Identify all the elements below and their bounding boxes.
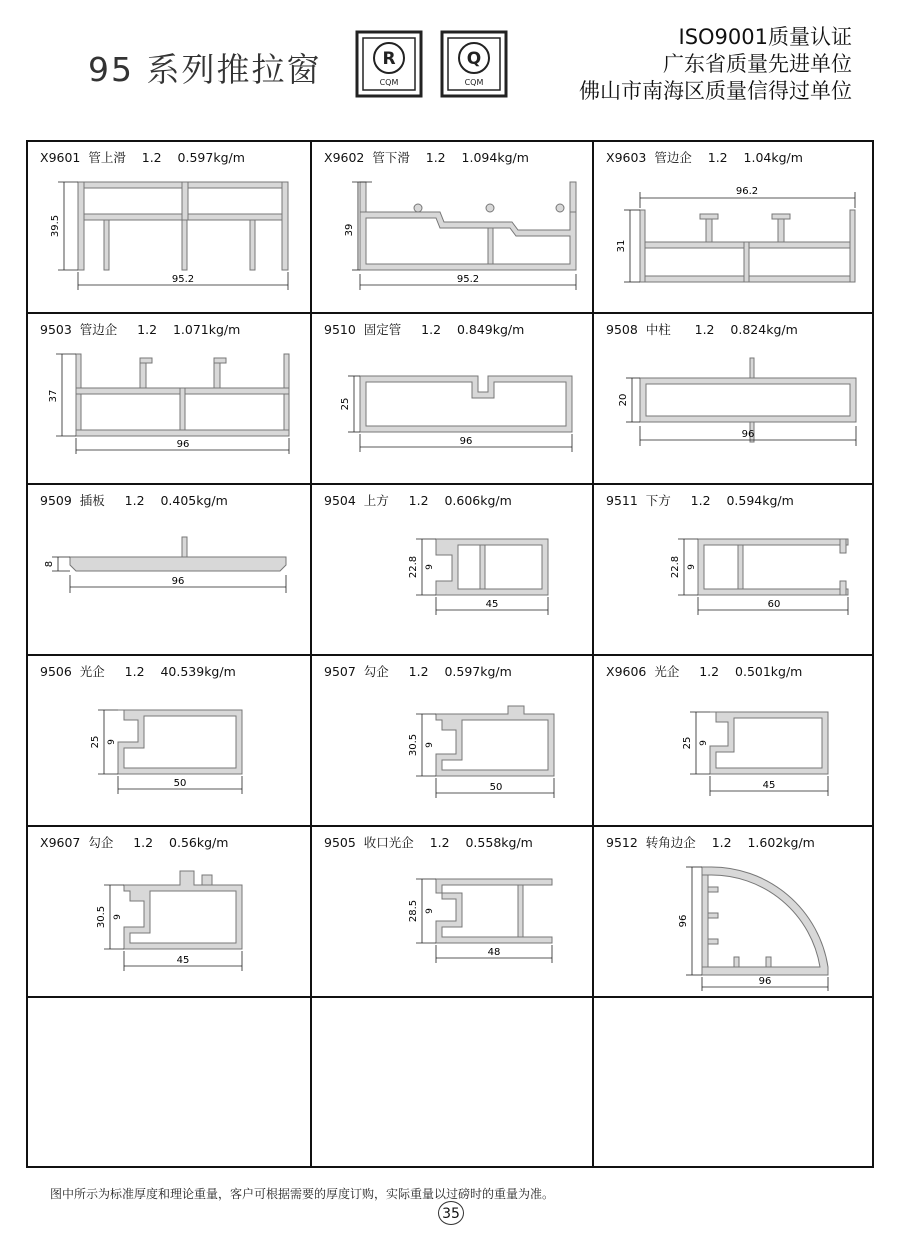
profile-cell — [594, 314, 874, 485]
dim-width: 96 — [176, 439, 190, 450]
profile-cell — [312, 314, 594, 485]
page-title: 95 系列推拉窗 — [88, 50, 322, 89]
dim-height: 31 — [616, 239, 627, 253]
profile-cell — [312, 827, 594, 998]
svg-text:Q: Q — [466, 49, 482, 69]
profile-caption: X9601 管上滑 1.2 0.597kg/m — [40, 150, 245, 165]
profile-drawing — [594, 656, 874, 826]
footnote: 图中所示为标准厚度和理论重量，客户可根据需要的厚度订购，实际重量以过磅时的重量为准。 — [50, 1187, 555, 1201]
dim-width: 45 — [176, 955, 190, 966]
profile-caption: 9509 插板 1.2 0.405kg/m — [40, 493, 228, 508]
dim-height: 22.8 — [408, 555, 419, 579]
profile-drawing — [312, 485, 592, 655]
cqm-r-logo — [355, 30, 423, 98]
dim-height: 39.5 — [50, 214, 61, 238]
dim-height: 30.5 — [408, 733, 419, 757]
page-number: 35 — [438, 1201, 464, 1225]
dim-width: 96 — [741, 429, 755, 440]
dim-width: 96.2 — [735, 186, 759, 197]
dim-width: 50 — [173, 778, 187, 789]
profile-caption: 9506 光企 1.2 40.539kg/m — [40, 664, 236, 679]
profile-cell — [28, 142, 312, 314]
profile-caption: X9602 管下滑 1.2 1.094kg/m — [324, 150, 529, 165]
dim-height: 20 — [618, 393, 629, 407]
profile-caption: X9603 管边企 1.2 1.04kg/m — [606, 150, 803, 165]
profile-caption: X9606 光企 1.2 0.501kg/m — [606, 664, 803, 679]
profile-drawing — [312, 827, 592, 997]
svg-text:R: R — [382, 49, 396, 69]
profile-drawing — [28, 142, 310, 312]
cert-province: 广东省质量先进单位 — [663, 52, 852, 76]
profile-drawing — [28, 656, 310, 826]
certifications — [579, 24, 852, 105]
cert-iso: ISO9001质量认证 — [678, 25, 852, 49]
profile-cell — [594, 827, 874, 998]
dim-width: 95.2 — [171, 274, 195, 285]
dim-height: 25 — [682, 736, 693, 750]
cert-district: 佛山市南海区质量信得过单位 — [579, 79, 852, 103]
profile-caption: 9507 勾企 1.2 0.597kg/m — [324, 664, 512, 679]
dim-height: 8 — [44, 560, 55, 568]
dim-groove: 9 — [687, 564, 697, 570]
dim-height: 37 — [48, 389, 59, 403]
profile-caption: 9512 转角边企 1.2 1.602kg/m — [606, 835, 815, 850]
profile-cell — [28, 827, 312, 998]
profile-drawing — [594, 827, 874, 997]
profile-caption: 9508 中柱 1.2 0.824kg/m — [606, 322, 798, 337]
profile-drawing — [594, 142, 874, 312]
profile-cell — [312, 656, 594, 827]
dim-height: 22.8 — [670, 555, 681, 579]
empty-cell — [312, 998, 594, 1168]
dim-groove: 9 — [425, 742, 435, 748]
profile-cell — [594, 656, 874, 827]
dim-height: 28.5 — [408, 899, 419, 923]
dim-height: 30.5 — [96, 905, 107, 929]
dim-groove: 9 — [425, 908, 435, 914]
dim-width: 96 — [459, 436, 473, 447]
cqm-q-text: CQM — [464, 78, 484, 87]
dim-width: 96 — [171, 576, 185, 587]
profile-caption: 9503 管边企 1.2 1.071kg/m — [40, 322, 241, 337]
profile-cell — [594, 142, 874, 314]
dim-groove: 9 — [107, 739, 117, 745]
dim-width: 50 — [489, 782, 503, 793]
dim-width: 60 — [767, 599, 781, 610]
profile-cell — [28, 656, 312, 827]
dim-width: 48 — [487, 947, 501, 958]
profile-table — [26, 140, 874, 1168]
empty-cell — [594, 998, 874, 1168]
profile-caption: 9510 固定管 1.2 0.849kg/m — [324, 322, 525, 337]
dim-groove: 9 — [699, 740, 709, 746]
dim-width: 45 — [762, 780, 776, 791]
profile-drawing — [28, 314, 310, 484]
profile-cell — [312, 142, 594, 314]
profile-caption: 9511 下方 1.2 0.594kg/m — [606, 493, 794, 508]
profile-cell — [28, 485, 312, 656]
empty-cell — [28, 998, 312, 1168]
profile-caption: 9505 收口光企 1.2 0.558kg/m — [324, 835, 533, 850]
dim-height: 96 — [678, 914, 689, 928]
profile-drawing — [312, 314, 592, 484]
profile-drawing — [594, 314, 874, 484]
cqm-r-text: CQM — [379, 78, 399, 87]
dim-width: 96 — [758, 976, 772, 987]
dim-height: 25 — [340, 397, 351, 411]
dim-groove: 9 — [425, 564, 435, 570]
profile-drawing — [312, 142, 592, 312]
profile-drawing — [312, 656, 592, 826]
dim-width: 95.2 — [456, 274, 480, 285]
dim-width: 45 — [485, 599, 499, 610]
profile-cell — [312, 485, 594, 656]
dim-height: 25 — [90, 735, 101, 749]
profile-drawing — [594, 485, 874, 655]
profile-caption: X9607 勾企 1.2 0.56kg/m — [40, 835, 229, 850]
cqm-q-logo — [440, 30, 508, 98]
dim-height: 39 — [344, 223, 355, 237]
profile-drawing — [28, 827, 310, 997]
dim-groove: 9 — [113, 914, 123, 920]
profile-cell — [28, 314, 312, 485]
profile-caption: 9504 上方 1.2 0.606kg/m — [324, 493, 512, 508]
profile-cell — [594, 485, 874, 656]
profile-drawing — [28, 485, 310, 655]
